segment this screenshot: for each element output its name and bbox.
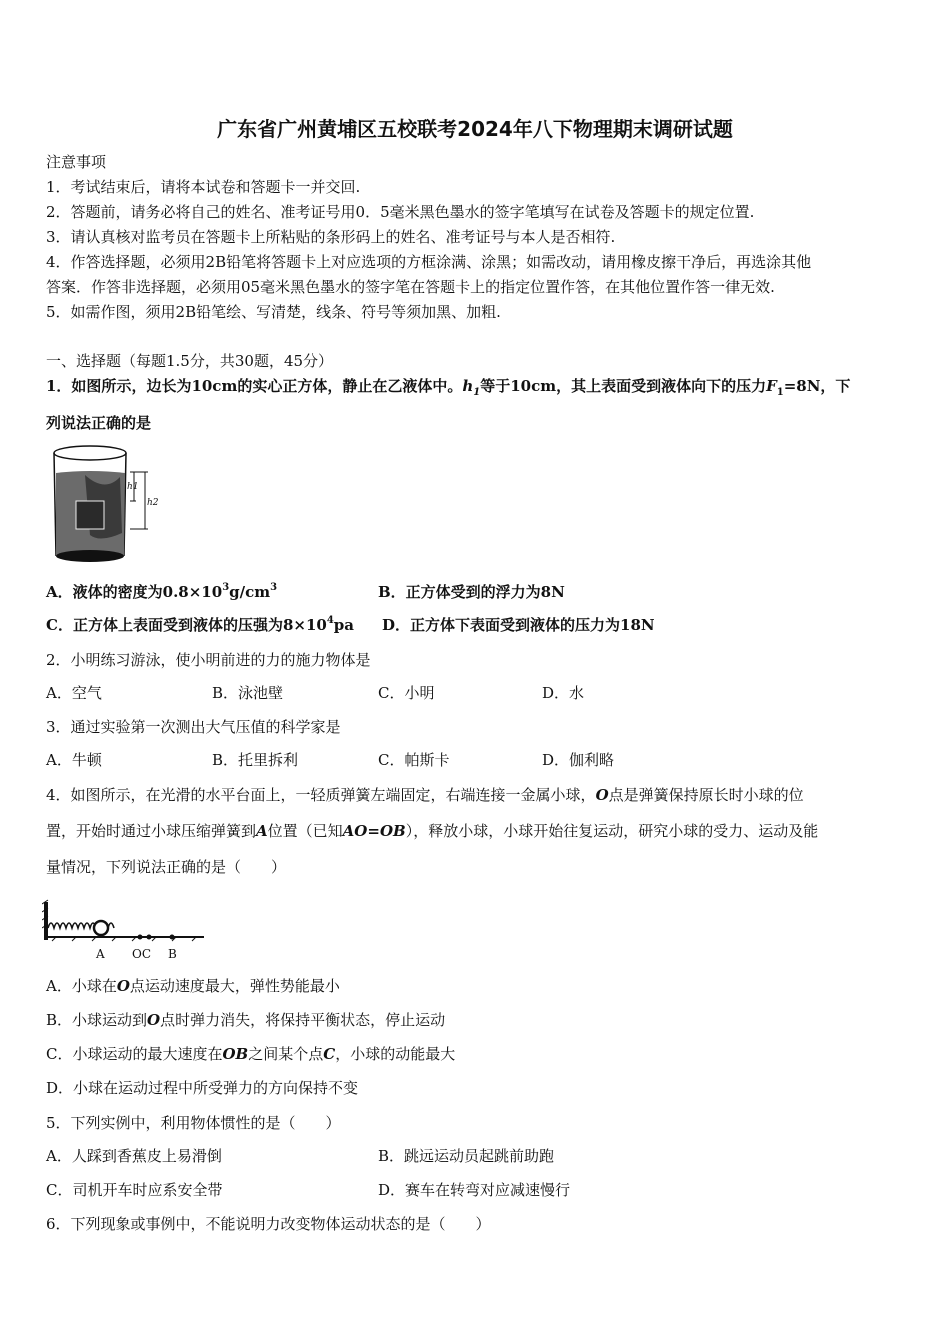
fig-label-a: A <box>96 947 105 961</box>
fig-label-h2: h2 <box>147 498 159 508</box>
q2-option-d[interactable]: D．水 <box>542 684 585 702</box>
q4-option-c[interactable]: C．小球运动的最大速度在OB之间某个点C，小球的动能最大 <box>46 1045 456 1063</box>
q5-option-b[interactable]: B．跳远运动员起跳前助跑 <box>378 1147 555 1165</box>
question-6-stem: 6．下列现象或事例中，不能说明力改变物体运动状态的是（ ） <box>46 1215 491 1233</box>
question-3-stem: 3．通过实验第一次测出大气压值的科学家是 <box>46 718 341 736</box>
notice-item: 3．请认真核对监考员在答题卡上所粘贴的条形码上的姓名、准考证号与本人是否相符. <box>46 228 616 246</box>
question-5-stem: 5．下列实例中，利用物体惯性的是（ ） <box>46 1114 341 1132</box>
q3-option-c[interactable]: C．帕斯卡 <box>378 751 450 769</box>
fig-label-b: B <box>168 947 177 961</box>
q1-option-a[interactable]: A．液体的密度为$0.8\times 10^3g/cm^3$ <box>46 582 278 601</box>
q1-option-c[interactable]: C．正方体上表面受到液体的压强为$8\times 10^4pa$ <box>46 615 355 634</box>
spring-ball-figure <box>42 896 212 962</box>
q2-option-b[interactable]: B．泳池壁 <box>212 684 284 702</box>
question-4-stem-line3: 量情况，下列说法正确的是（ ） <box>46 858 287 876</box>
q1-option-d[interactable]: D．正方体下表面受到液体的压力为18N <box>382 616 655 634</box>
q4-option-a[interactable]: A．小球在O点运动速度最大，弹性势能最小 <box>46 977 340 995</box>
q4-option-b[interactable]: B．小球运动到O点时弹力消失，将保持平衡状态，停止运动 <box>46 1011 446 1029</box>
q2-option-c[interactable]: C．小明 <box>378 684 435 702</box>
q3-option-a[interactable]: A．牛顿 <box>46 751 102 769</box>
notice-item: 2．答题前，请务必将自己的姓名、准考证号用0．5毫米黑色墨水的签字笔填写在试卷及答题卡的规定位置. <box>46 203 755 221</box>
page-title: 广东省广州黄埔区五校联考2024年八下物理期末调研试题 <box>217 117 733 141</box>
question-1-stem-line2: 列说法正确的是 <box>46 414 152 432</box>
section-heading: 一、选择题（每题1.5分，共30题，45分） <box>46 352 334 370</box>
notice-item: 1．考试结束后，请将本试卷和答题卡一并交回. <box>46 178 361 196</box>
q4-option-d[interactable]: D．小球在运动过程中所受弹力的方向保持不变 <box>46 1079 359 1097</box>
q5-option-d[interactable]: D．赛车在转弯对应减速慢行 <box>378 1181 571 1199</box>
notice-heading: 注意事项 <box>46 153 107 171</box>
question-4-stem-line2: 置，开始时通过小球压缩弹簧到A位置（已知AO=OB），释放小球，小球开始往复运动，研究小球的受力、运动及能 <box>46 822 819 840</box>
question-2-stem: 2．小明练习游泳，使小明前进的力的施力物体是 <box>46 651 371 669</box>
q2-option-a[interactable]: A．空气 <box>46 684 102 702</box>
q3-option-d[interactable]: D．伽利略 <box>542 751 615 769</box>
q5-option-a[interactable]: A．人踩到香蕉皮上易滑倒 <box>46 1147 222 1165</box>
fig-label-h1: h1 <box>127 482 139 492</box>
question-1-stem: 1．如图所示，边长为10cm的实心正方体，静止在乙液体中。$h_1$等于10cm，其上表面受到液体向下的压力$F_1=8N$，下 <box>46 377 851 398</box>
q3-option-b[interactable]: B．托里拆利 <box>212 751 299 769</box>
notice-item: 5．如需作图，须用2B铅笔绘、写清楚，线条、符号等须加黑、加粗. <box>46 303 501 321</box>
q1-option-b[interactable]: B．正方体受到的浮力为8N <box>378 583 565 601</box>
q5-option-c[interactable]: C．司机开车时应系安全带 <box>46 1181 223 1199</box>
notice-item: 答案．作答非选择题，必须用05毫米黑色墨水的签字笔在答题卡上的指定位置作答，在其他位置作答一律无效. <box>46 278 775 296</box>
notice-item: 4．作答选择题，必须用2B铅笔将答题卡上对应选项的方框涂满、涂黑；如需改动，请用橡皮擦干净后，再选涂其他 <box>46 253 812 271</box>
fig-label-oc: OC <box>132 947 152 961</box>
question-4-stem: 4．如图所示，在光滑的水平台面上，一轻质弹簧左端固定，右端连接一金属小球，O点是弹簧保持原长时小球的位 <box>46 786 804 804</box>
beaker-cube-figure <box>50 443 160 568</box>
